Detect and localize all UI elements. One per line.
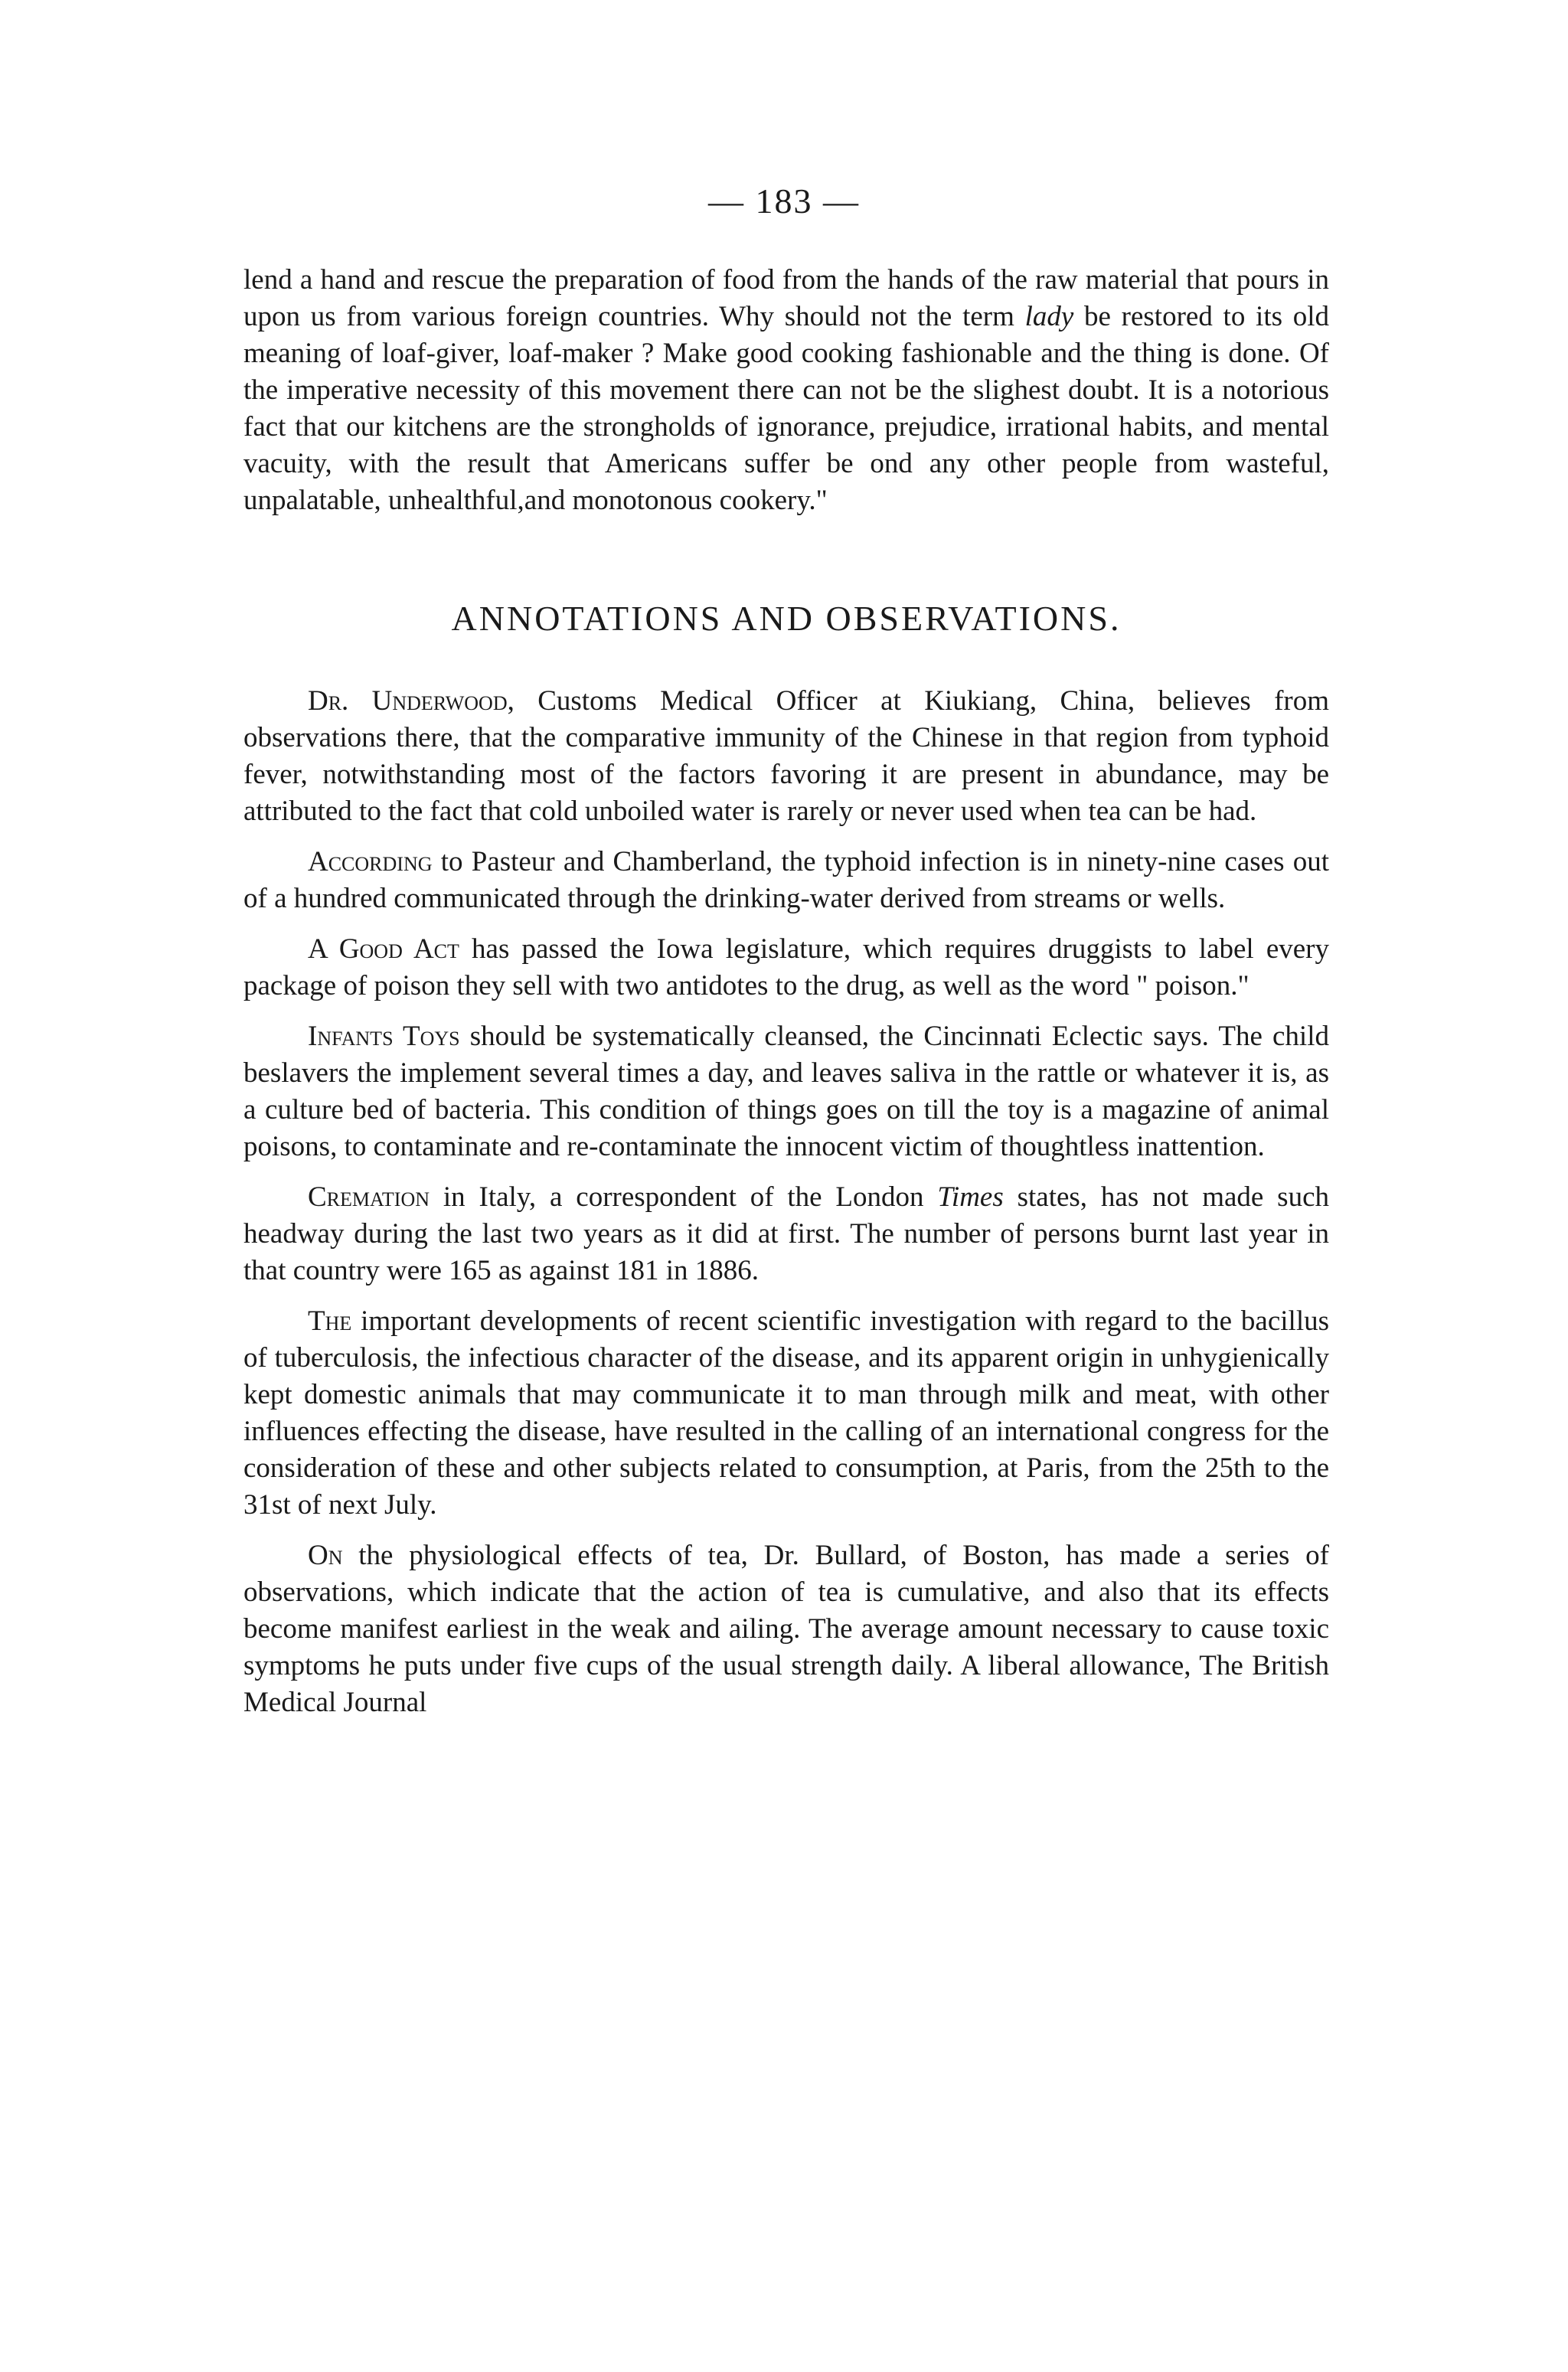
entry-lead: Infants Toys [308, 1021, 460, 1052]
italic-word-times: Times [937, 1181, 1004, 1213]
italic-word-lady: lady [1024, 301, 1074, 332]
entry-lead: On [308, 1540, 343, 1571]
entry-text: important developments of recent scientific investigation with regard to the bacillus of tuberculosis, the infectious character of the disease, and its apparent origin in unhygienically kept domestic animals that may communicate it to man through milk and meat, with other influences effecting the disease, have resulted in the calling of an international congress for the consideration of these and other subjects related to consumption, at Paris, from the 25th to the 31st of next July. [243, 1305, 1329, 1521]
continued-paragraph [243, 262, 1329, 519]
entry-lead: The [308, 1305, 352, 1337]
entry-infants-toys [243, 1018, 1329, 1165]
entry-text: in Italy, a correspondent of the London [430, 1181, 938, 1213]
entry-text: states, has not made such headway during the last two years as it did at first. The number of persons burnt last year in that country were 165 as against 181 in 1886. [243, 1181, 1329, 1286]
entry-text: the physiological effects of tea, Dr. Bullard, of Boston, has made a series of observations, which indicate that the action of tea is cumulative, and also that its effects become manifest earliest in the weak and ailing. The average amount necessary to cause toxic symptoms he puts under five cups of the usual strength daily. A liberal allowance, The British Medical Journal [243, 1540, 1329, 1718]
entry-text: has passed the Iowa legislature, which requires druggists to label every package of poison they sell with two antidotes to the drug, as well as the word " poison." [243, 933, 1329, 1001]
section-heading: ANNOTATIONS AND OBSERVATIONS. [451, 599, 1122, 638]
entry-iowa-act [243, 931, 1329, 1005]
entry-text: to Pasteur and Chamberland, the typhoid infection is in ninety-nine cases out of a hundred communicated through the drinking-water derived from streams or wells. [243, 846, 1329, 914]
entry-lead: A Good Act [308, 933, 459, 965]
entry-cremation [243, 1179, 1329, 1289]
entry-lead: Dr. Underwood [308, 685, 508, 717]
continued-text-start: lend a hand and rescue the preparation of food from the hands of the raw material that pours in upon us from various foreign countries. Why should not the term [243, 264, 1329, 332]
entry-underwood [243, 683, 1329, 830]
entry-text: , Customs Medical Officer at Kiukiang, China, believes from observations there, that the comparative immunity of the Chinese in that region from typhoid fever, notwithstanding most of the factors favoring it are present in abundance, may be attributed to the fact that cold unboiled water is rarely or never used when tea can be had. [243, 685, 1329, 827]
entry-tea-effects [243, 1537, 1329, 1721]
text-column [243, 262, 1329, 1735]
entry-text: should be systematically cleansed, the Cincinnati Eclectic says. The child beslavers the implement several times a day, and leaves saliva in the rattle or whatever it is, as a culture bed of bacteria. This condition of things goes on till the toy is a magazine of animal poisons, to contaminate and re-contaminate the innocent victim of thoughtless inattention. [243, 1021, 1329, 1162]
page-number: — 183 — [708, 181, 860, 221]
entry-lead: According [308, 846, 433, 877]
continued-text-end: be restored to its old meaning of loaf-giver, loaf-maker ? Make good cooking fashionable and the thing is done. Of the imperative necessity of this movement there can not be the slighest doubt. It is a notorious fact that our kitchens are the strongholds of ignorance, prejudice, irrational habits, and mental vacuity, with the result that Americans suffer be ond any other people from wasteful, unpalatable, unhealthful,and monotonous cookery." [243, 301, 1329, 516]
entry-pasteur [243, 844, 1329, 917]
entry-lead: Cremation [308, 1181, 430, 1213]
entry-tuberculosis-congress [243, 1303, 1329, 1524]
